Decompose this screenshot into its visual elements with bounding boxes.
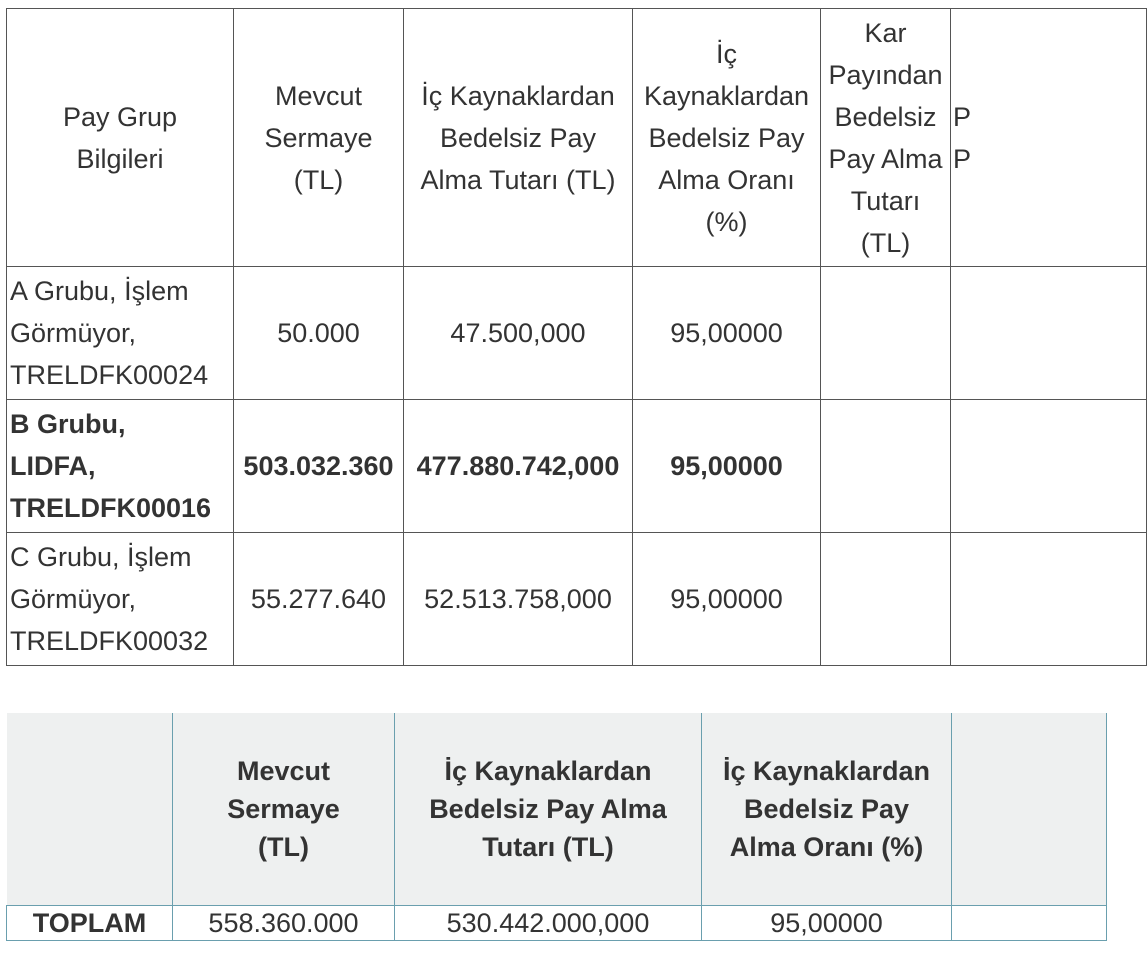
row-name: B Grubu, LIDFA, TRELDFK00016 <box>7 400 234 533</box>
total-capital: 558.360.000 <box>173 906 395 941</box>
row-kar <box>821 533 951 666</box>
total-header-blank <box>7 713 173 906</box>
total-amount: 530.442.000,000 <box>395 906 702 941</box>
row-name: A Grubu, İşlem Görmüyor, TRELDFK00024 <box>7 267 234 400</box>
total-extra <box>952 906 1107 941</box>
header-bedelsiz-tutar: İç Kaynaklardan Bedelsiz Pay Alma Tutarı (TL) <box>404 9 633 267</box>
row-name: C Grubu, İşlem Görmüyor, TRELDFK00032 <box>7 533 234 666</box>
table-row <box>7 400 1147 533</box>
total-header-row <box>7 713 1107 906</box>
header-bedelsiz-oran: İç Kaynaklardan Bedelsiz Pay Alma Oranı (%) <box>633 9 821 267</box>
total-ratio: 95,00000 <box>702 906 952 941</box>
header-mevcut-sermaye: Mevcut Sermaye (TL) <box>234 9 404 267</box>
header-row <box>7 9 1147 267</box>
row-extra <box>951 400 1147 533</box>
row-amount: 52.513.758,000 <box>404 533 633 666</box>
row-ratio: 95,00000 <box>633 400 821 533</box>
row-amount: 477.880.742,000 <box>404 400 633 533</box>
row-capital: 503.032.360 <box>234 400 404 533</box>
row-ratio: 95,00000 <box>633 267 821 400</box>
row-amount: 47.500,000 <box>404 267 633 400</box>
total-header-bedelsiz-tutar: İç Kaynaklardan Bedelsiz Pay Alma Tutarı (TL) <box>395 713 702 906</box>
header-pay-grup: Pay Grup Bilgileri <box>7 9 234 267</box>
total-row <box>7 906 1107 941</box>
row-capital: 55.277.640 <box>234 533 404 666</box>
row-capital: 50.000 <box>234 267 404 400</box>
row-kar <box>821 267 951 400</box>
total-table <box>6 713 1107 941</box>
table-row <box>7 267 1147 400</box>
row-extra <box>951 533 1147 666</box>
total-header-extra <box>952 713 1107 906</box>
row-extra <box>951 267 1147 400</box>
total-header-mevcut-sermaye: Mevcut Sermaye (TL) <box>173 713 395 906</box>
table-row <box>7 533 1147 666</box>
header-kar-payindan: Kar Payından Bedelsiz Pay Alma Tutarı (TL) <box>821 9 951 267</box>
header-cut-off: P P <box>951 9 1147 267</box>
total-label: TOPLAM <box>7 906 173 941</box>
row-kar <box>821 400 951 533</box>
total-header-bedelsiz-oran: İç Kaynaklardan Bedelsiz Pay Alma Oranı (%) <box>702 713 952 906</box>
row-ratio: 95,00000 <box>633 533 821 666</box>
pay-group-table <box>6 8 1147 666</box>
